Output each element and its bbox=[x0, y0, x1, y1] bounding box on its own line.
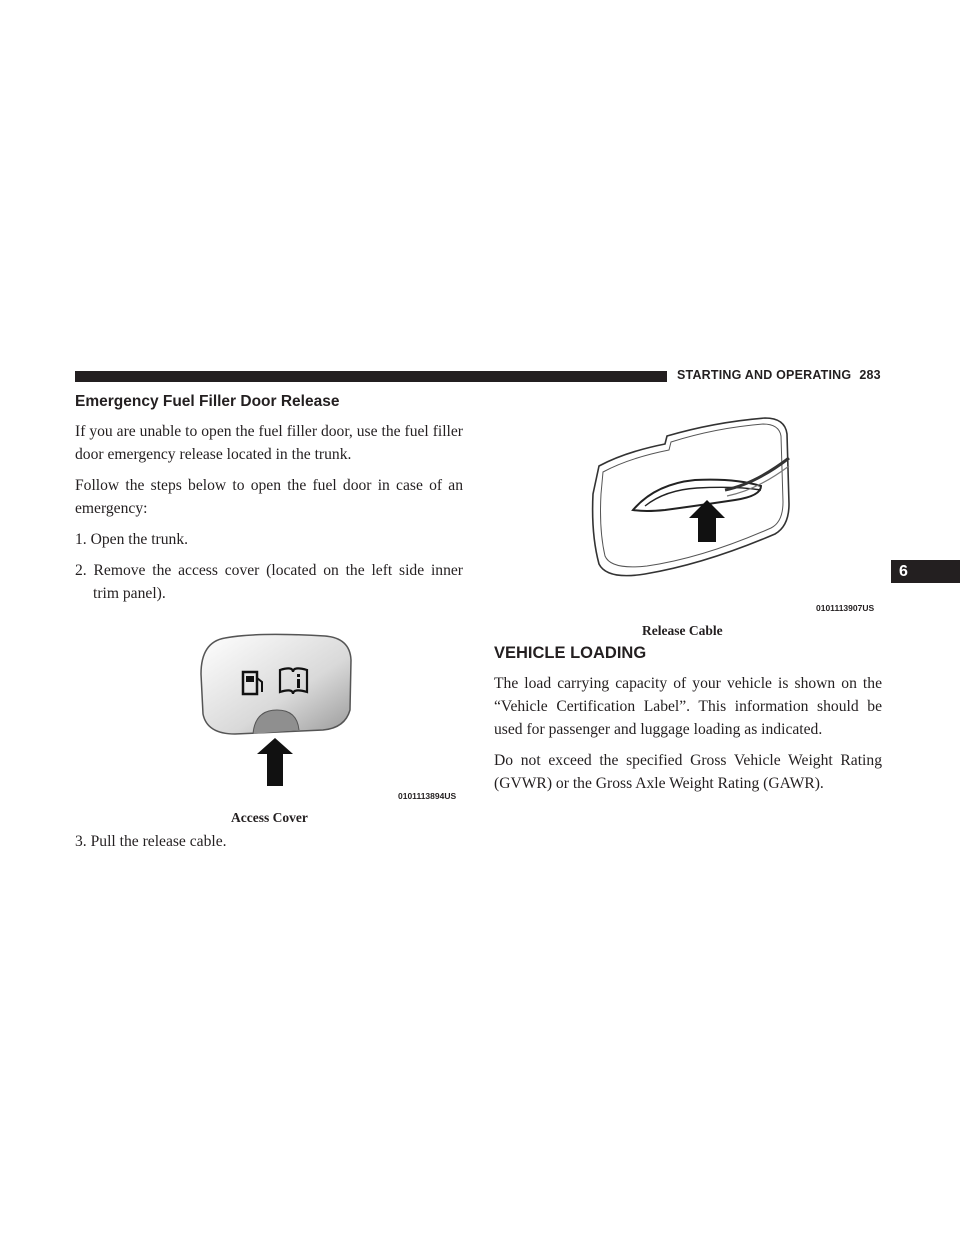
figure-caption: Release Cable bbox=[642, 623, 723, 638]
step-item: 3. Pull the release cable. bbox=[75, 833, 227, 850]
release-cable-illustration bbox=[585, 414, 800, 582]
paragraph: The load carrying capacity of your vehicle is shown on the “Vehicle Certification Label”. This information should be used for passenger and luggage loading as indicated. bbox=[494, 675, 882, 738]
header-section-title: STARTING AND OPERATING bbox=[677, 368, 852, 382]
page-number: 283 bbox=[859, 368, 881, 382]
figure-caption: Access Cover bbox=[231, 810, 308, 825]
access-cover-illustration bbox=[195, 630, 365, 790]
paragraph: Do not exceed the specified Gross Vehicle Weight Rating (GVWR) or the Gross Axle Weight Rating (GAWR). bbox=[494, 752, 882, 792]
left-column bbox=[75, 392, 463, 613]
figure-code: 0101113907US bbox=[816, 603, 875, 613]
up-arrow-icon bbox=[257, 738, 293, 786]
header-rule bbox=[75, 371, 667, 382]
chapter-tab: 6 bbox=[891, 560, 960, 583]
step-item: 1. Open the trunk. bbox=[75, 531, 189, 548]
paragraph: If you are unable to open the fuel filler door, use the fuel filler door emergency release located in the trunk. bbox=[75, 423, 463, 463]
running-header bbox=[677, 368, 881, 382]
figure-code: 0101113894US bbox=[398, 791, 457, 801]
right-column bbox=[494, 642, 882, 803]
paragraph: Follow the steps below to open the fuel door in case of an emergency: bbox=[75, 477, 463, 517]
section-heading: Emergency Fuel Filler Door Release bbox=[75, 393, 340, 410]
section-heading: VEHICLE LOADING bbox=[494, 644, 647, 662]
step-item: 2. Remove the access cover (located on the left side inner trim panel). bbox=[75, 562, 463, 602]
